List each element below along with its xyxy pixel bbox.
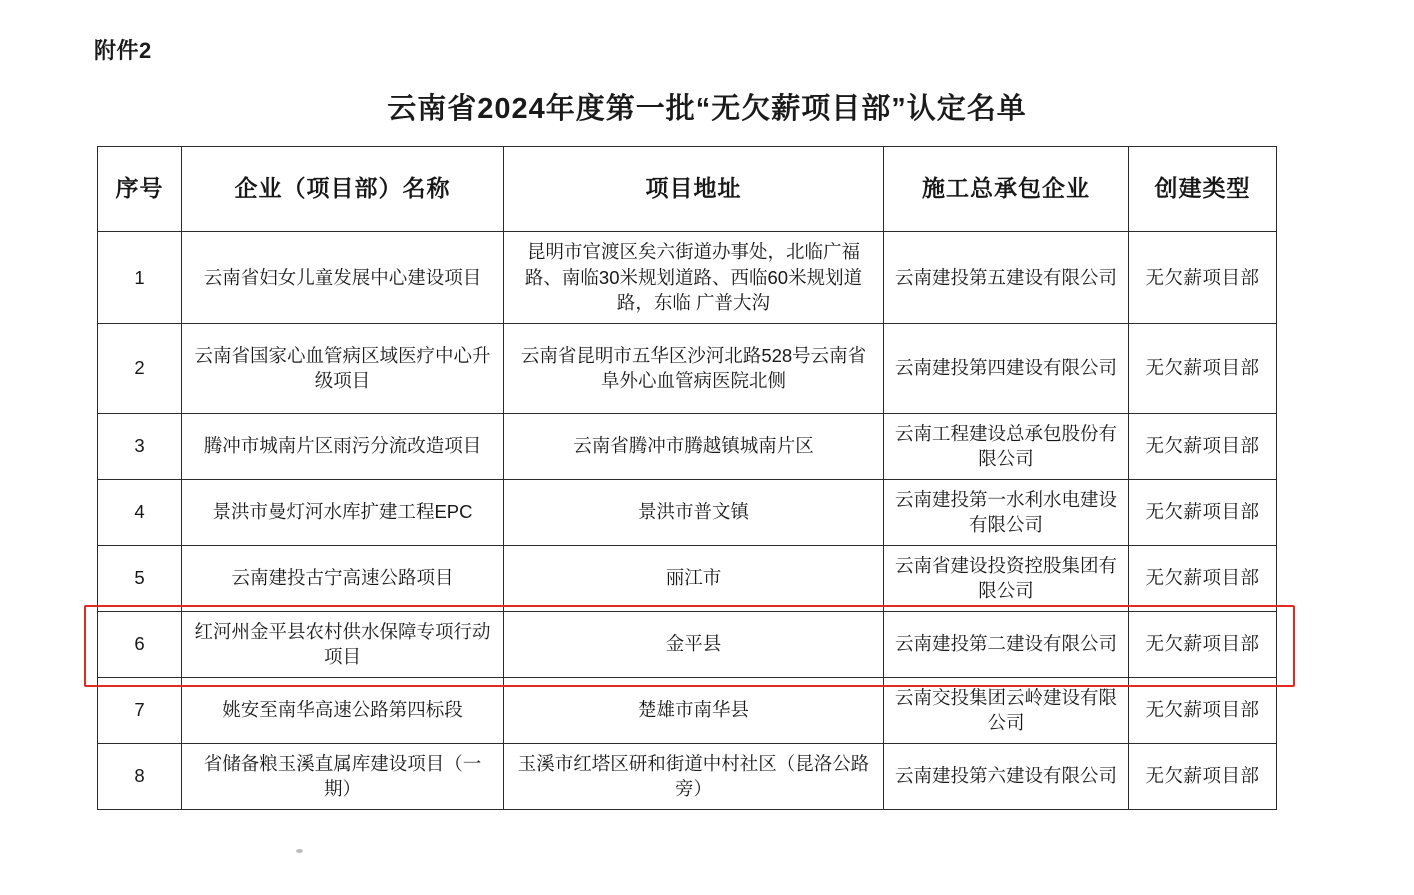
- cell-contractor: 云南建投第五建设有限公司: [884, 232, 1129, 324]
- cell-type: 无欠薪项目部: [1129, 413, 1277, 479]
- cell-contractor: 云南省建设投资控股集团有限公司: [884, 545, 1129, 611]
- table-header: [98, 147, 1277, 232]
- cell-type: 无欠薪项目部: [1129, 545, 1277, 611]
- cell-contractor: 云南建投第二建设有限公司: [884, 611, 1129, 677]
- column-header-name: 企业（项目部）名称: [182, 147, 504, 232]
- cell-name: 云南省国家心血管病区域医疗中心升级项目: [182, 323, 504, 413]
- cell-name: 云南省妇女儿童发展中心建设项目: [182, 232, 504, 324]
- cell-address: 金平县: [504, 611, 884, 677]
- cell-name: 红河州金平县农村供水保障专项行动项目: [182, 611, 504, 677]
- cell-type: 无欠薪项目部: [1129, 323, 1277, 413]
- cell-name: 腾冲市城南片区雨污分流改造项目: [182, 413, 504, 479]
- listing-table: [97, 146, 1277, 810]
- cell-type: 无欠薪项目部: [1129, 677, 1277, 743]
- page-title: 云南省2024年度第一批“无欠薪项目部”认定名单: [387, 93, 1027, 125]
- table-row: [98, 479, 1277, 545]
- cell-name: 云南建投古宁高速公路项目: [182, 545, 504, 611]
- cell-no: 2: [98, 323, 182, 413]
- column-header-no: 序号: [98, 147, 182, 232]
- column-header-contractor: 施工总承包企业: [884, 147, 1129, 232]
- listing-table-container: [97, 146, 1276, 810]
- cell-name: 姚安至南华高速公路第四标段: [182, 677, 504, 743]
- table-row-highlighted: [98, 611, 1277, 677]
- cell-address: 云南省腾冲市腾越镇城南片区: [504, 413, 884, 479]
- cell-address: 景洪市普文镇: [504, 479, 884, 545]
- cell-no: 1: [98, 232, 182, 324]
- cell-contractor: 云南工程建设总承包股份有限公司: [884, 413, 1129, 479]
- cell-no: 4: [98, 479, 182, 545]
- table-row: [98, 677, 1277, 743]
- cell-contractor: 云南交投集团云岭建设有限公司: [884, 677, 1129, 743]
- attachment-label: 附件2: [94, 38, 152, 63]
- column-header-type: 创建类型: [1129, 147, 1277, 232]
- cell-name: 省储备粮玉溪直属库建设项目（一期）: [182, 743, 504, 809]
- cell-address: 昆明市官渡区矣六街道办事处，北临广福路、南临30米规划道路、西临60米规划道路，东临 广普大沟: [504, 232, 884, 324]
- table-row: [98, 232, 1277, 324]
- cell-no: 7: [98, 677, 182, 743]
- cell-type: 无欠薪项目部: [1129, 479, 1277, 545]
- cell-address: 丽江市: [504, 545, 884, 611]
- cell-no: 8: [98, 743, 182, 809]
- cell-no: 5: [98, 545, 182, 611]
- table-body: [98, 232, 1277, 810]
- table-row: [98, 545, 1277, 611]
- cell-contractor: 云南建投第一水利水电建设有限公司: [884, 479, 1129, 545]
- cell-address: 楚雄市南华县: [504, 677, 884, 743]
- cell-address: 玉溪市红塔区研和街道中村社区（昆洛公路旁）: [504, 743, 884, 809]
- table-header-row: [98, 147, 1277, 232]
- cell-contractor: 云南建投第四建设有限公司: [884, 323, 1129, 413]
- column-header-address: 项目地址: [504, 147, 884, 232]
- table-row: [98, 323, 1277, 413]
- cell-address: 云南省昆明市五华区沙河北路528号云南省阜外心血管病医院北侧: [504, 323, 884, 413]
- cell-name: 景洪市曼灯河水库扩建工程EPC: [182, 479, 504, 545]
- table-row: [98, 743, 1277, 809]
- cell-contractor: 云南建投第六建设有限公司: [884, 743, 1129, 809]
- cell-type: 无欠薪项目部: [1129, 611, 1277, 677]
- cell-type: 无欠薪项目部: [1129, 232, 1277, 324]
- cell-no: 6: [98, 611, 182, 677]
- scan-artifact: [296, 849, 303, 853]
- cell-no: 3: [98, 413, 182, 479]
- table-row: [98, 413, 1277, 479]
- cell-type: 无欠薪项目部: [1129, 743, 1277, 809]
